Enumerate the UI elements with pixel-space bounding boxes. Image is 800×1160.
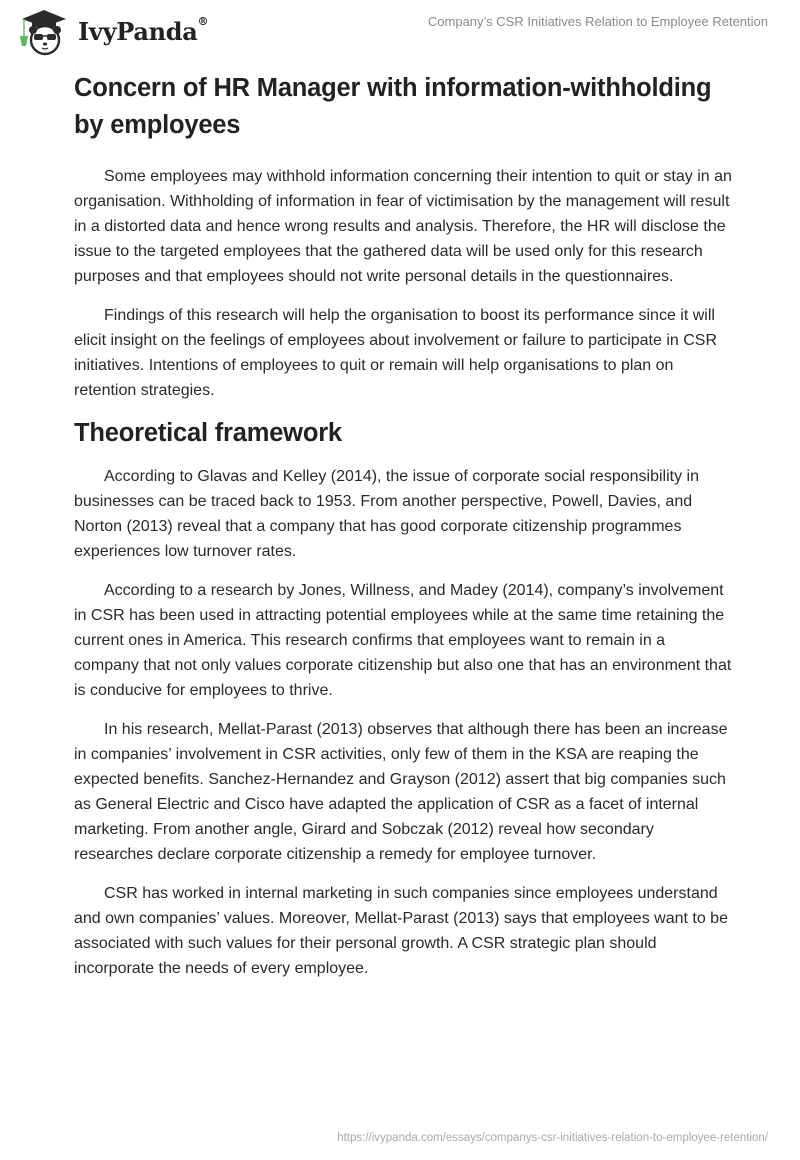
essay-content <box>74 70 734 981</box>
section-heading-theoretical-framework: Theoretical framework <box>74 419 342 447</box>
paragraph: In his research, Mellat-Parast (2013) observes that although there has been an increase in companies’ involvement in CSR activities, only few of them in the KSA are reaping the expected benefits. Sanchez-Hernandez and Grayson (2012) assert that big companies such as General Electric and Cisco have adapted the application of CSR as a facet of internal marketing. From another angle, Girard and Sobczak (2012) reveal how secondary researches declare corporate citizenship a remedy for employee turnover. <box>74 721 728 863</box>
running-title: Company’s CSR Initiatives Relation to Employee Retention <box>427 14 768 29</box>
section-heading-hr-concern: Concern of HR Manager with information-withholding by employees <box>74 74 712 139</box>
paragraph: Findings of this research will help the organisation to boost its performance since it will elicit insight on the feelings of employees about involvement or failure to participate in CSR initiatives. Intentions of employees to quit or remain will help organisations to plan on retention strategies. <box>74 307 718 399</box>
ivypanda-logo[interactable] <box>16 6 208 56</box>
paragraph: Some employees may withhold information concerning their intention to quit or stay in an organisation. Withholding of information in fear of victimisation by the management will result in a distorted data and hence wrong results and analysis. Therefore, the HR will disclose the issue to the targeted employees that the gathered data will be used only for this research purposes and that employees should not write personal details in the questionnaires. <box>74 168 732 285</box>
source-url[interactable]: https://ivypanda.com/essays/companys-csr-initiatives-relation-to-employee-retention/ <box>337 1132 768 1144</box>
paragraph: According to a research by Jones, Willness, and Madey (2014), company’s involvement in CSR has been used in attracting potential employees while at the same time retaining the current ones in America. This research confirms that employees want to remain in a company that not only values corporate citizenship but also one that has an environment that is conducive for employees to thrive. <box>74 582 732 699</box>
brand-name: IvyPanda® <box>78 14 209 46</box>
panda-graduate-icon <box>16 6 72 56</box>
paragraph: CSR has worked in internal marketing in such companies since employees understand and own companies’ values. Moreover, Mellat-Parast (2013) says that employees want to be associated with such values for their personal growth. A CSR strategic plan should incorporate the needs of every employee. <box>74 885 728 977</box>
page-header <box>0 0 800 56</box>
paragraph: According to Glavas and Kelley (2014), the issue of corporate social responsibility in businesses can be traced back to 1953. From another perspective, Powell, Davies, and Norton (2013) reveal that a company that has good corporate citizenship programmes experiences low turnover rates. <box>74 468 699 560</box>
